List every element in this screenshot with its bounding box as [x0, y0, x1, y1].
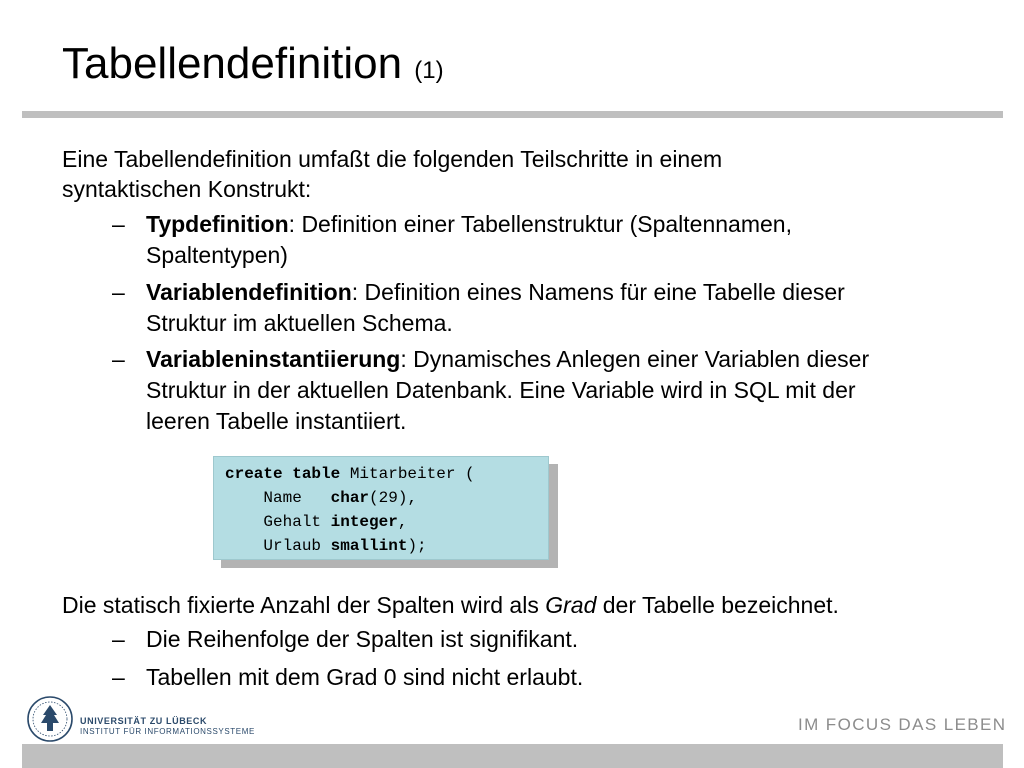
sql-column-name: Name	[225, 489, 331, 507]
dash: –	[112, 211, 125, 237]
dash: –	[112, 626, 125, 652]
dash: –	[112, 664, 125, 690]
step-text: Spaltentypen)	[146, 242, 288, 268]
step-text: Struktur im aktuellen Schema.	[146, 310, 453, 336]
step-text: : Definition eines Namens für eine Tabelle dieser	[351, 279, 845, 305]
title-main: Tabellendefinition	[62, 39, 403, 88]
sql-type: integer	[330, 513, 398, 531]
grad-text: Die statisch fixierte Anzahl der Spalten wird als	[62, 592, 546, 618]
grad-paragraph	[62, 590, 839, 620]
dash: –	[112, 346, 125, 372]
step-text: : Dynamisches Anlegen einer Variablen dieser	[400, 346, 870, 372]
title-divider	[22, 111, 1003, 118]
sql-punct: (29),	[369, 489, 418, 507]
step-text: Struktur in der aktuellen Datenbank. Eine Variable wird in SQL mit der	[146, 377, 856, 403]
slide-title	[62, 36, 444, 99]
institute-name: INSTITUT FÜR INFORMATIONSSYSTEME	[80, 727, 255, 736]
grad-text: der Tabelle bezeichnet.	[596, 592, 839, 618]
title-suffix: (1)	[414, 57, 444, 84]
grad-point-text: Tabellen mit dem Grad 0 sind nicht erlaubt.	[146, 664, 584, 690]
grad-point-text: Die Reihenfolge der Spalten ist signifikant.	[146, 626, 579, 652]
step-term: Variablendefinition	[146, 279, 352, 305]
code-line-3	[225, 513, 407, 531]
sql-table-name: Mitarbeiter (	[340, 465, 475, 483]
code-line-1	[225, 465, 475, 483]
dash: –	[112, 279, 125, 305]
sql-keyword: create table	[225, 465, 341, 483]
sql-punct: ,	[397, 513, 408, 531]
code-line-2	[225, 489, 417, 507]
grad-term: Grad	[545, 592, 597, 618]
university-seal-icon	[26, 693, 74, 750]
sql-column-name: Urlaub	[225, 537, 331, 555]
university-name: UNIVERSITÄT ZU LÜBECK	[80, 716, 208, 726]
footer-bar	[22, 744, 1003, 768]
code-line-4	[225, 537, 427, 555]
slogan: IM FOCUS DAS LEBEN	[798, 715, 1007, 734]
intro-line-2: syntaktischen Konstrukt:	[62, 176, 312, 202]
intro-line-1: Eine Tabellendefinition umfaßt die folgenden Teilschritte in einem	[62, 146, 723, 172]
step-text: leeren Tabelle instantiiert.	[146, 408, 407, 434]
sql-type: smallint	[330, 537, 408, 555]
sql-code-box	[213, 456, 549, 560]
sql-type: char	[330, 489, 370, 507]
sql-column-name: Gehalt	[225, 513, 331, 531]
step-text: : Definition einer Tabellenstruktur (Spaltennamen,	[288, 211, 792, 237]
step-term: Variableninstantiierung	[146, 346, 401, 372]
sql-punct: );	[407, 537, 427, 555]
step-term: Typdefinition	[146, 211, 289, 237]
